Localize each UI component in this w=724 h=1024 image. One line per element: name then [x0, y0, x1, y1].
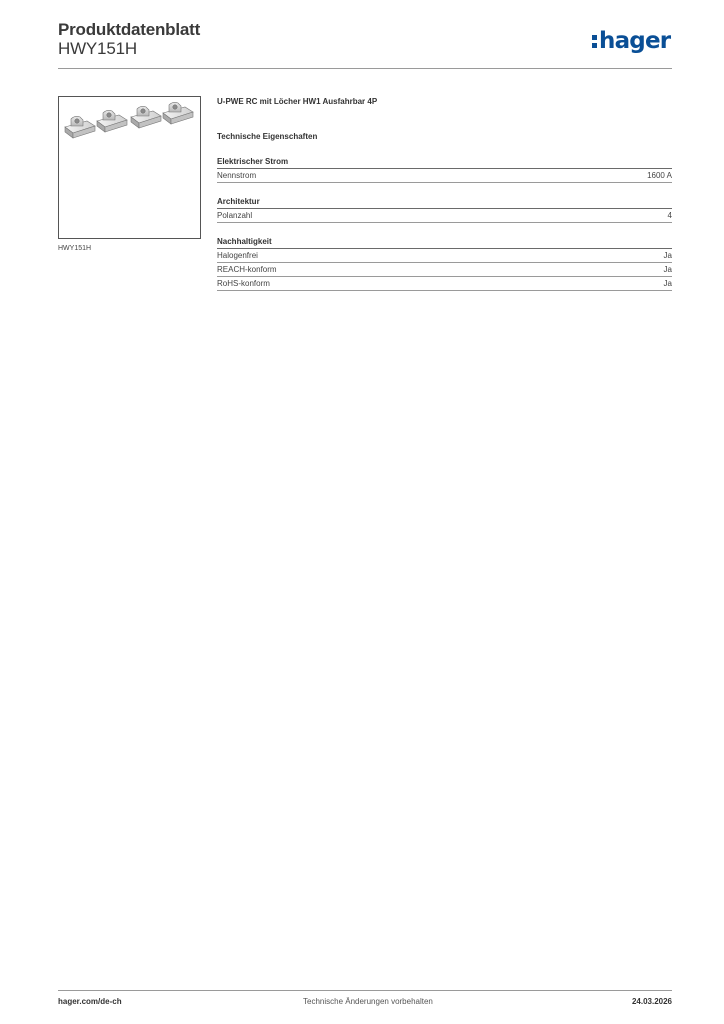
spec-row-rated-current	[217, 169, 672, 183]
logo-text: hager	[599, 28, 671, 54]
footer-notice: Technische Änderungen vorbehalten	[303, 997, 433, 1006]
terminal-clamps-illustration	[63, 101, 198, 141]
footer-divider	[58, 990, 672, 991]
product-image-caption: HWY151H	[58, 245, 92, 252]
spec-panel	[217, 96, 672, 291]
product-image	[58, 96, 201, 239]
spec-value: 1600 A	[647, 171, 672, 180]
article-number: HWY151H	[58, 39, 137, 58]
spec-label: REACH-konform	[217, 265, 277, 274]
spec-row-pole-count	[217, 209, 672, 223]
spec-group-title: Elektrischer Strom	[217, 156, 672, 169]
header-divider	[58, 68, 672, 69]
spec-group-sustainability	[217, 236, 672, 291]
spec-group-title: Nachhaltigkeit	[217, 236, 672, 249]
spec-value: 4	[667, 211, 672, 220]
spec-value: Ja	[663, 251, 672, 260]
spec-row-reach-compliant	[217, 263, 672, 277]
spec-group-title: Architektur	[217, 196, 672, 209]
spec-group-electric-current	[217, 156, 672, 183]
page-title: Produktdatenblatt	[58, 20, 201, 39]
spec-value: Ja	[663, 279, 672, 288]
spec-row-rohs-compliant	[217, 277, 672, 291]
spec-label: Polanzahl	[217, 211, 253, 220]
footer-date: 24.03.2026	[631, 997, 672, 1006]
section-title-technical-properties: Technische Eigenschaften	[217, 132, 318, 141]
footer-website-link[interactable]: hager.com/de-ch	[58, 997, 122, 1006]
product-name: U-PWE RC mit Löcher HW1 Ausfahrbar 4P	[217, 97, 378, 106]
spec-group-architecture	[217, 196, 672, 223]
spec-label: Nennstrom	[217, 171, 257, 180]
hager-logo[interactable]	[592, 26, 676, 58]
spec-label: Halogenfrei	[217, 251, 258, 260]
logo-colon-icon	[592, 35, 598, 51]
spec-value: Ja	[663, 265, 672, 274]
spec-label: RoHS-konform	[217, 279, 270, 288]
spec-row-halogen-free	[217, 249, 672, 263]
